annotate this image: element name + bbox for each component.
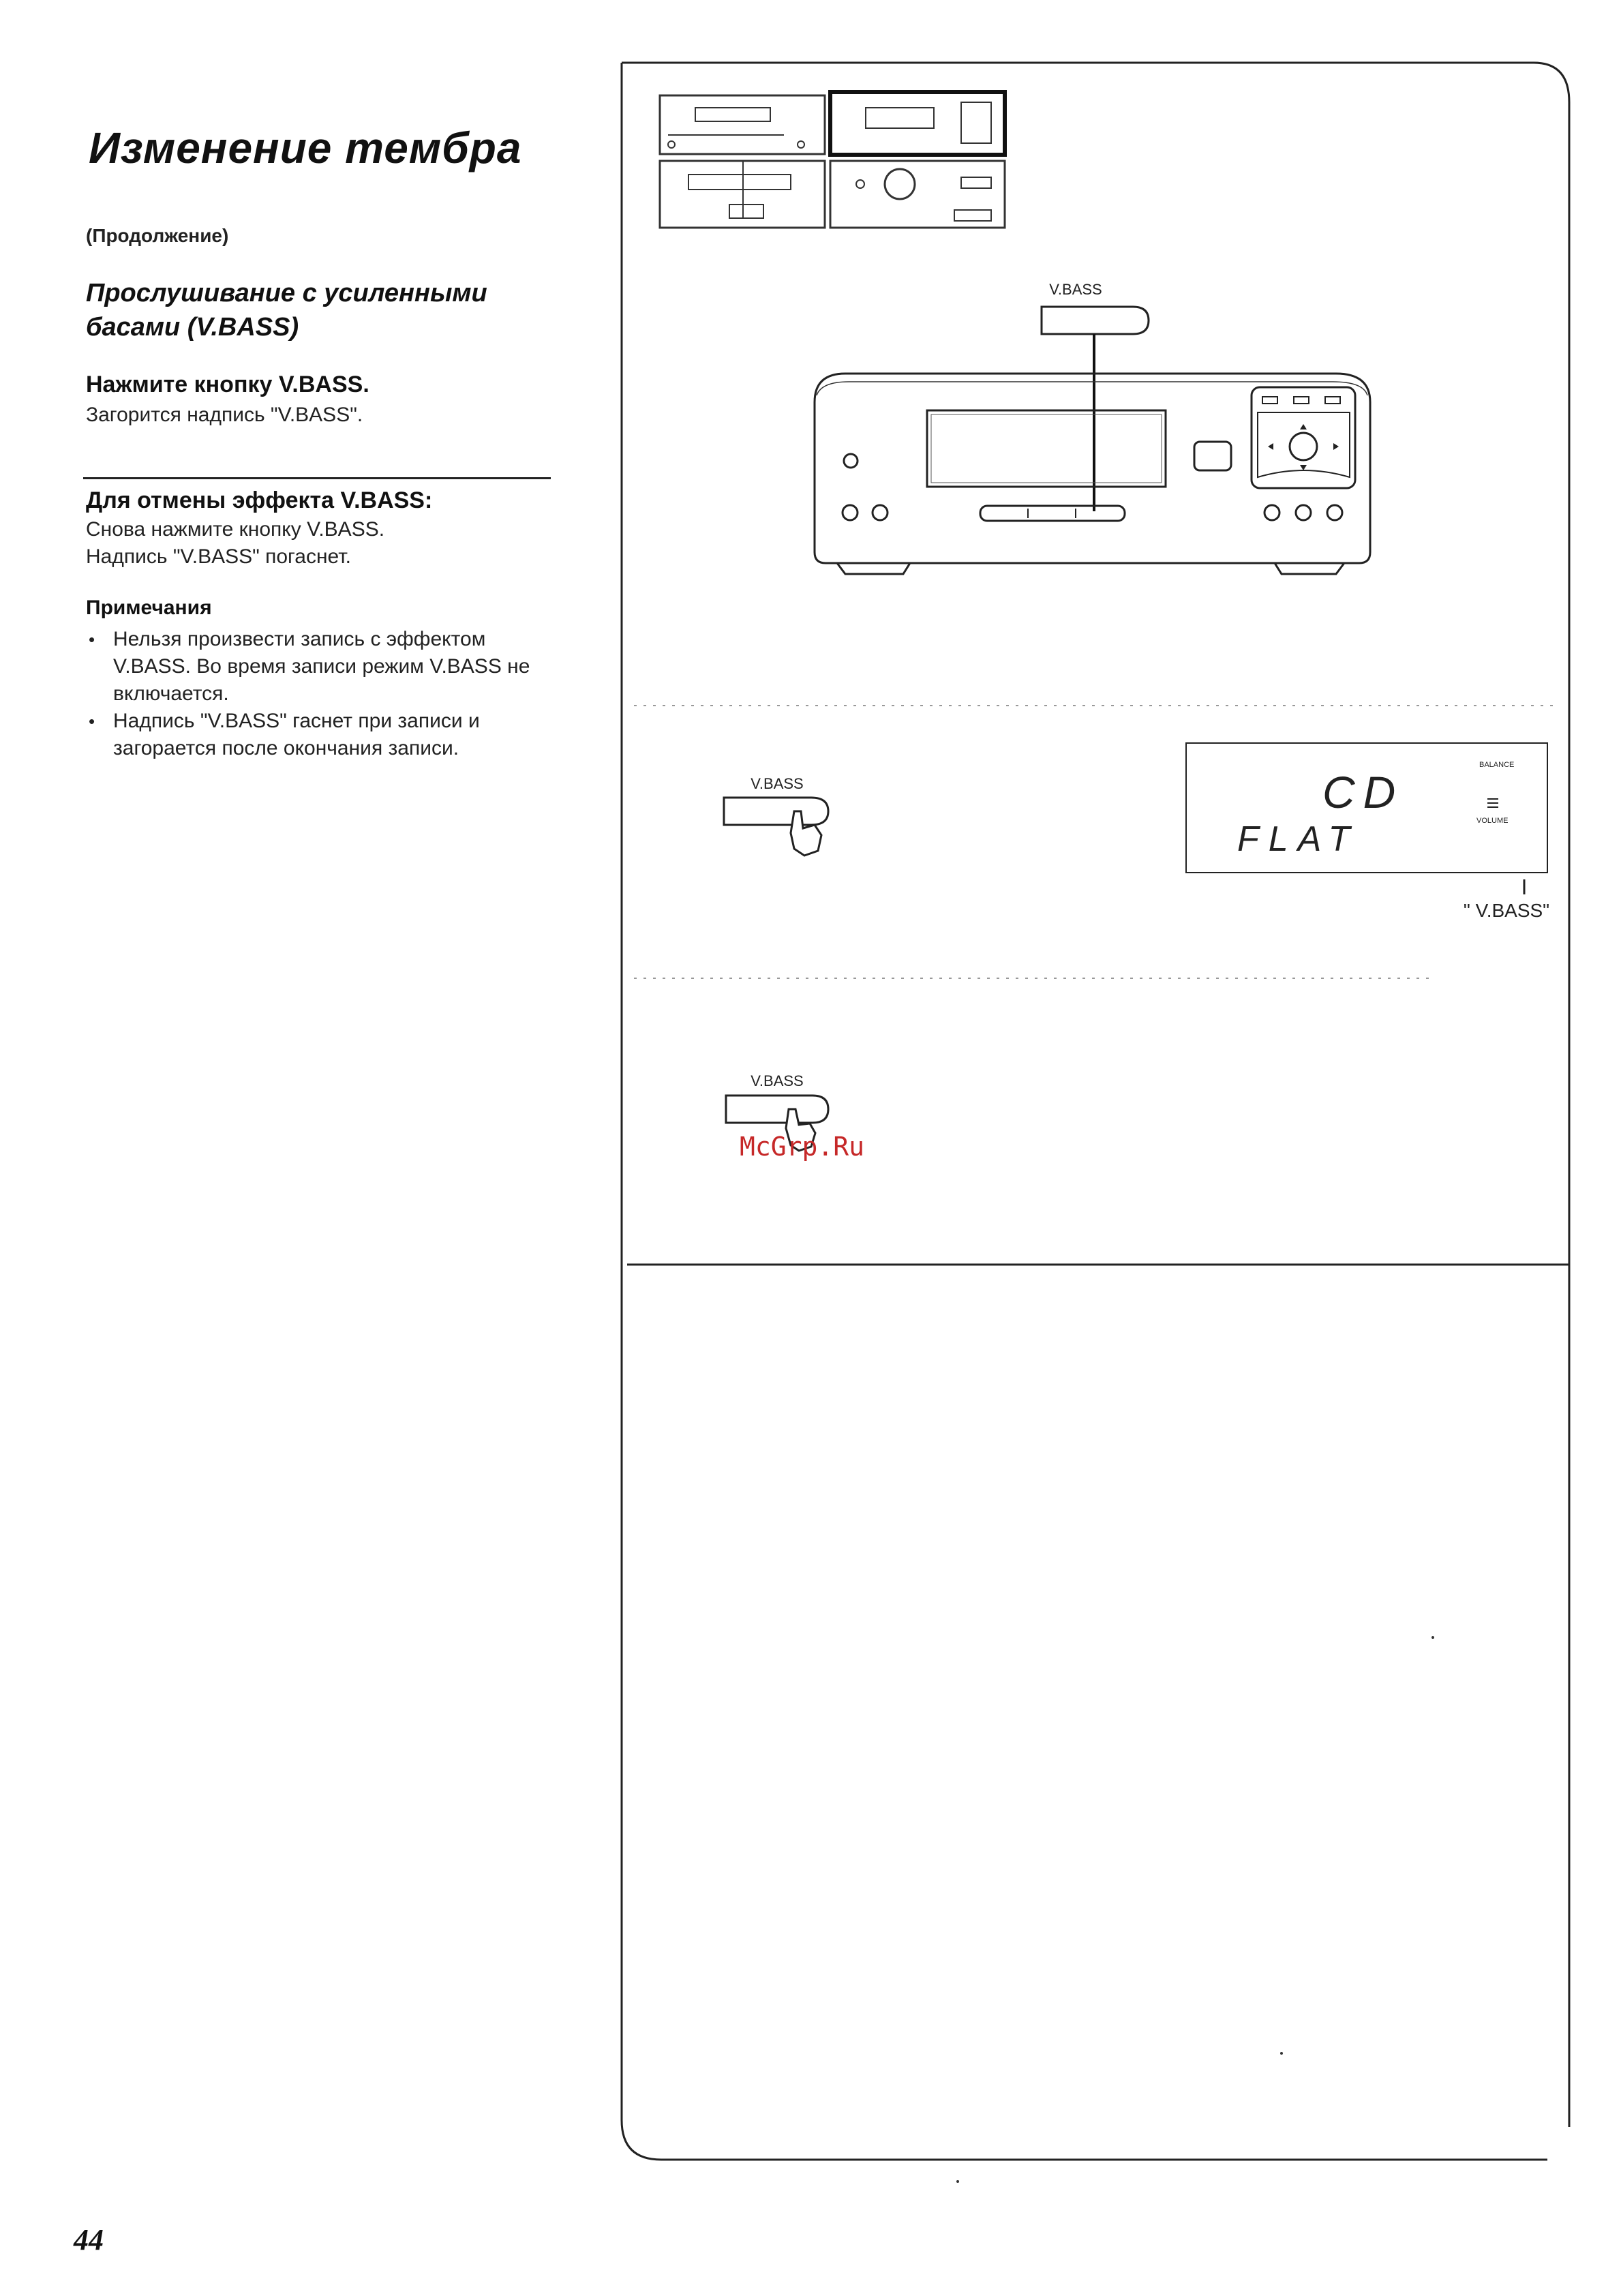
vbass-label-step1: V.BASS: [751, 775, 804, 792]
display-balance-label: BALANCE: [1479, 761, 1515, 769]
vbass-button-step2[interactable]: [726, 1096, 828, 1123]
vbass-indicator-label: " V.BASS": [1463, 900, 1550, 921]
system-overview-icon: [660, 92, 1005, 228]
page-number: 44: [74, 2223, 104, 2256]
display-line1: CD: [1322, 767, 1404, 817]
vbass-button-step1[interactable]: [724, 798, 828, 825]
vbass-label-top: V.BASS: [1049, 281, 1102, 298]
page-title: Изменение тембра: [89, 123, 522, 172]
notes-heading: Примечания: [86, 596, 212, 619]
press-text: Загорится надпись "V.BASS".: [86, 404, 363, 426]
cancel-line-1: Снова нажмите кнопку V.BASS.: [86, 518, 385, 541]
vbass-label-step2: V.BASS: [751, 1072, 804, 1089]
press-heading: Нажмите кнопку V.BASS.: [86, 372, 369, 397]
note-item: • Нельзя произвести запись с эффектом V.BASS. Во время записи режим V.BASS не включается.: [86, 626, 563, 708]
vbass-button-top[interactable]: [1042, 307, 1149, 334]
continued-label: (Продолжение): [86, 225, 229, 246]
watermark: McGrp.Ru: [740, 1132, 865, 1162]
cancel-line-2: Надпись "V.BASS" погаснет.: [86, 545, 351, 568]
display-panel: [1186, 743, 1547, 894]
section-subheading: Прослушивание с усиленными басами (V.BASS): [86, 279, 487, 342]
display-line2: FLAT: [1237, 819, 1360, 859]
amplifier-unit: [815, 374, 1370, 574]
display-volume-label: VOLUME: [1476, 817, 1509, 825]
pressing-hand-icon: [791, 811, 821, 856]
cancel-heading: Для отмены эффекта V.BASS:: [86, 487, 433, 513]
note-item: • Надпись "V.BASS" гаснет при записи и загорается после окончания записи.: [86, 708, 563, 762]
frame-left-edge: [622, 63, 1550, 2160]
